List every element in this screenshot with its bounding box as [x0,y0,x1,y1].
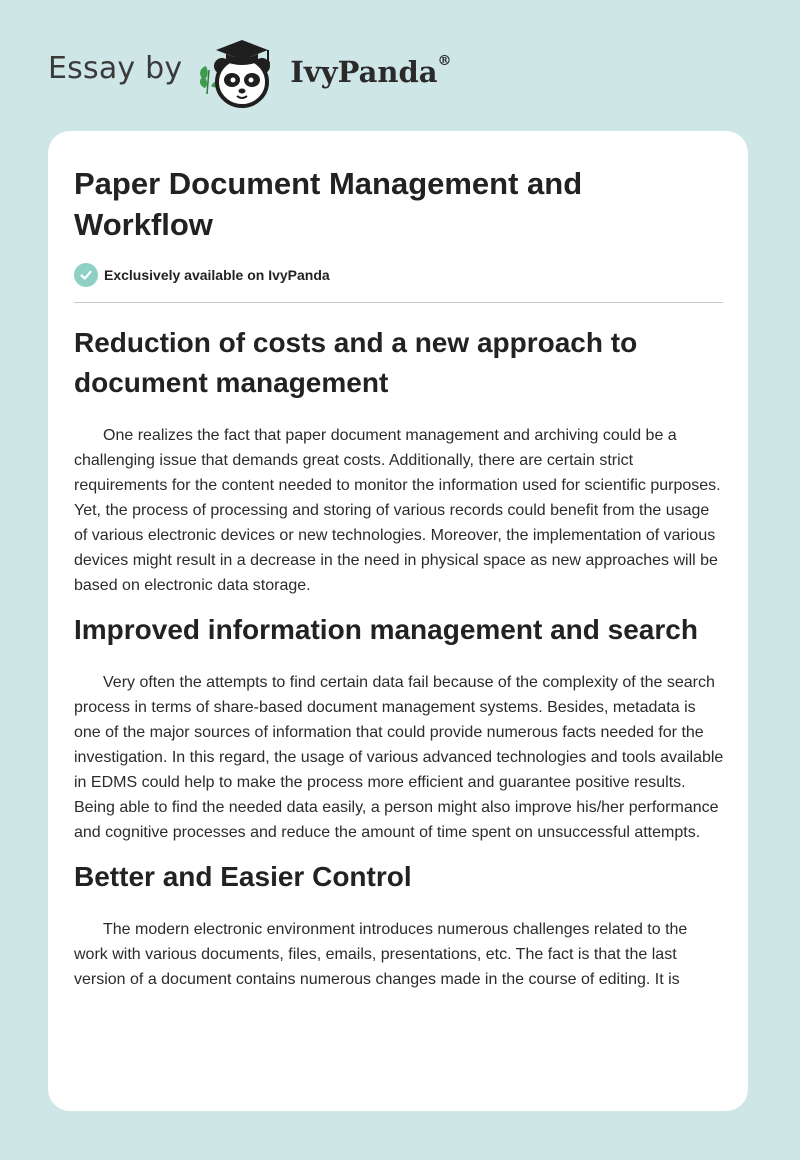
registered-mark: ® [437,53,452,70]
article-body [74,323,724,1004]
page-title: Paper Document Management and Workflow [74,166,583,242]
section-better-control [74,857,724,992]
section-heading: Improved information management and search [74,614,698,645]
check-circle-icon [74,263,98,287]
section-information-management [74,610,724,845]
essay-by-label: Essay by [48,50,183,86]
brand-name[interactable] [290,55,451,89]
site-header [48,34,452,114]
section-heading: Better and Easier Control [74,861,412,892]
brand-text: IvyPanda [290,55,438,89]
panda-graduate-icon[interactable] [196,36,286,112]
section-paragraph: The modern electronic environment introduces numerous challenges related to the work with various documents, files, emails, presentations, etc. The fact is that the last version of a document contains numerous changes made in the course of editing. It is [74,921,688,988]
section-reduction-of-costs [74,323,724,598]
divider [74,302,723,303]
section-paragraph: Very often the attempts to find certain data fail because of the complexity of the search process in terms of share-based document management systems. Besides, metadata is one of the major sources of information that could provide numerous facts needed for the investigation. In this regard, the usage of various advanced technologies and tools available in EDMS could help to make the process more efficient and guarantee positive results. Being able to find the needed data easily, a person might also improve his/her performance and cognitive processes and reduce the amount of time spent on unsuccessful attempts. [74,674,724,841]
article-card [48,131,748,1111]
exclusive-badge [74,263,330,287]
section-paragraph: One realizes the fact that paper document management and archiving could be a challenging issue that demands great costs. Additionally, there are certain strict requirements for the content needed to monitor the information used for scientific purposes. Yet, the process of processing and storing of various records could benefit from the usage of various electronic devices or new technologies. Moreover, the implementation of various devices might result in a decrease in the need in physical space as new approaches will be based on electronic data storage. [74,427,721,594]
section-heading: Reduction of costs and a new approach to document management [74,327,638,398]
exclusive-label: Exclusively available on IvyPanda [104,267,330,283]
